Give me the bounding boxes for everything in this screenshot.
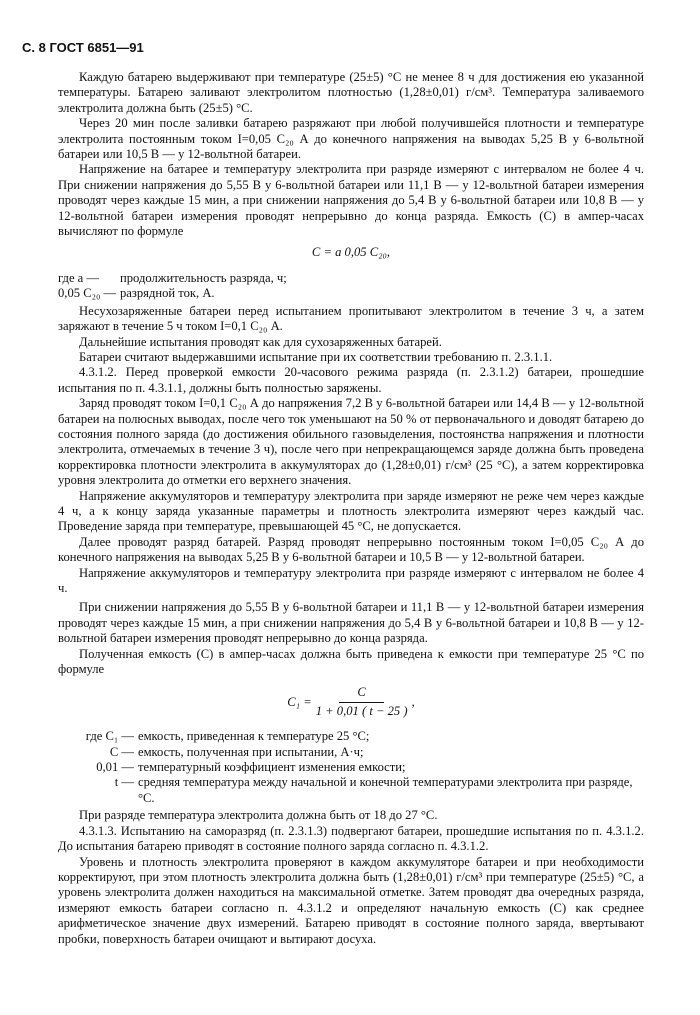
definition-desc: емкость, полученная при испытании, А·ч;: [138, 744, 364, 759]
definition-term: t —: [114, 775, 134, 790]
definition-item: [58, 745, 644, 760]
paragraph: Несухозаряженные батареи перед испытанием пропитывают электролитом в течение 3 ч, а затем заряжают в течение 5 ч током I=0,1 C₂₀ А.: [58, 303, 644, 334]
definition-item: [58, 760, 644, 775]
definition-list: [58, 729, 644, 806]
definition-desc: средняя температура между начальной и конечной температурами электролита при разряде, °С.: [138, 775, 633, 805]
definition-term: где C₁ —: [85, 729, 134, 744]
definition-desc: температурный коэффициент изменения емкости;: [138, 760, 406, 775]
definition-term: 0,01 —: [96, 760, 134, 775]
formula-numerator: C: [339, 685, 383, 702]
document-body: [58, 70, 644, 947]
paragraph: При снижении напряжения до 5,55 В у 6-вольтной батареи и 11,1 В — у 12-вольтной батареи измерения проводят через каждые 15 мин, а при снижении напряжения до 5,4 В у 6-вольтной батареи и 10,8 В — у 12-вольтной батареи измерения проводят непрерывно до конца разряда.: [58, 600, 644, 646]
definition-item: [58, 729, 644, 744]
formula-lhs: C₁ =: [287, 694, 312, 709]
definition-term: C —: [109, 744, 134, 759]
paragraph: При разряде температура электролита должна быть от 18 до 27 °С.: [79, 808, 438, 823]
definition-desc: разрядной ток, А.: [120, 286, 215, 301]
definition-item: [58, 271, 644, 286]
formula-fraction: [316, 685, 408, 719]
paragraph: Заряд проводят током I=0,1 C₂₀ А до напряжения 7,2 В у 6-вольтной батареи или 14,4 В — у 12-вольтной батареи на полюсных выводах, после чего ток уменьшают на 50 % от первоначального и доводят батарею до состояния полного заряда (до достижения обильного газовыделения, постоянства напряжения и плотности электролита, отмечаемых в течение 3 ч), после чего при непрекращающемся заряде должна быть проведена корректировка плотности электролита в аккумуляторах до (1,28±0,01) г/см³ (25 °С), а затем корректировка уровня электролита до отметки его верхнего значения.: [58, 396, 644, 488]
paragraph: Батареи считают выдержавшими испытание при их соответствии требованию п. 2.3.1.1.: [79, 349, 553, 364]
definition-item: [58, 775, 644, 806]
paragraph: Далее проводят разряд батарей. Разряд проводят непрерывно постоянным током I=0,05 C₂₀ А до конечного напряжения на выводах 5,25 В у 6-вольтной батареи и 10,5 В — у 12-вольтной батареи.: [58, 534, 644, 565]
paragraph: 4.3.1.3. Испытанию на саморазряд (п. 2.3.1.3) подвергают батареи, прошедшие испытания по п. 4.3.1.2. До испытания батарею приводят в состояние полного заряда согласно п. 4.3.1.2.: [58, 823, 644, 854]
paragraph: Уровень и плотность электролита проверяют в каждом аккумуляторе батареи и при необходимости корректируют, при этом плотность электролита должна быть (1,28±0,01) г/см³ при температуре (25±5) °С, а уровень электролита должен находиться на максимальной отметке. Затем проводят два очередных разряда, измеряют емкость батареи согласно п. 4.3.1.2 и определяют начальную емкость (С) как среднее арифметическое значение двух измерений. Батарею приводят в состояние полного заряда, ввертывают пробки, поверхность батареи очищают и вытирают досуха.: [58, 854, 644, 946]
paragraph: Напряжение аккумуляторов и температуру электролита при разряде измеряют с интервалом не более 4 ч.: [58, 565, 644, 595]
definition-item: [58, 286, 644, 301]
paragraph: Напряжение аккумуляторов и температуру электролита при заряде измеряют не реже чем через каждые 4 ч, а к концу заряда указанные параметры и плотность электролита измеряют через каждый час. Проведение заряда при температуре, превышающей 45 °С, не допускается.: [58, 488, 644, 534]
paragraph: Через 20 мин после заливки батарею разряжают при любой получившейся плотности и температуре электролита постоянным током I=0,05 C₂₀ А до конечного напряжения на выводах 5,25 В у 6-вольтной батареи или 10,5 В — у 12-вольтной батареи.: [58, 116, 644, 162]
definition-list: [58, 271, 644, 302]
definition-term: где a —: [58, 270, 100, 285]
definition-term: 0,05 C₂₀ —: [58, 286, 117, 301]
page-header: С. 8 ГОСТ 6851—91: [22, 40, 144, 55]
formula-capacity: C = a 0,05 C₂₀,: [311, 245, 391, 260]
paragraph: 4.3.1.2. Перед проверкой емкости 20-часового режима разряда (п. 2.3.1.2) батареи, прошедшие испытания по п. 4.3.1.1, должны быть полностью заряжены.: [58, 365, 644, 395]
paragraph: Напряжение на батарее и температуру электролита при разряде измеряют с интервалом не более 4 ч. При снижении напряжения до 5,55 В у 6-вольтной батареи или 11,1 В — у 12-вольтной батареи измерения проводят через каждые 15 мин, а при снижении напряжения до 5,4 В у 6-вольтной батареи или 10,8 В — у 12-вольтной батареи измерения проводят непрерывно до конца разряда. Емкость (С) в ампер-часах вычисляют по формуле: [58, 162, 644, 239]
definition-desc: продолжительность разряда, ч;: [120, 270, 287, 285]
formula-denominator: 1 + 0,01 ( t − 25 ): [315, 703, 408, 718]
paragraph: Дальнейшие испытания проводят как для сухозаряженных батарей.: [79, 334, 442, 349]
paragraph: Полученная емкость (С) в ампер-часах должна быть приведена к емкости при температуре 25 °С по формуле: [58, 646, 644, 677]
paragraph: Каждую батарею выдерживают при температуре (25±5) °С не менее 8 ч для достижения ею указанной температуры. Батарею заливают электролитом плотностью (1,28±0,01) г/см³. Температура заливаемого электролита должна быть (25±5) °С.: [58, 70, 644, 115]
formula-corrected-capacity: [58, 685, 644, 719]
formula-tail: ,: [411, 694, 415, 709]
definition-desc: емкость, приведенная к температуре 25 °С;: [138, 729, 370, 744]
